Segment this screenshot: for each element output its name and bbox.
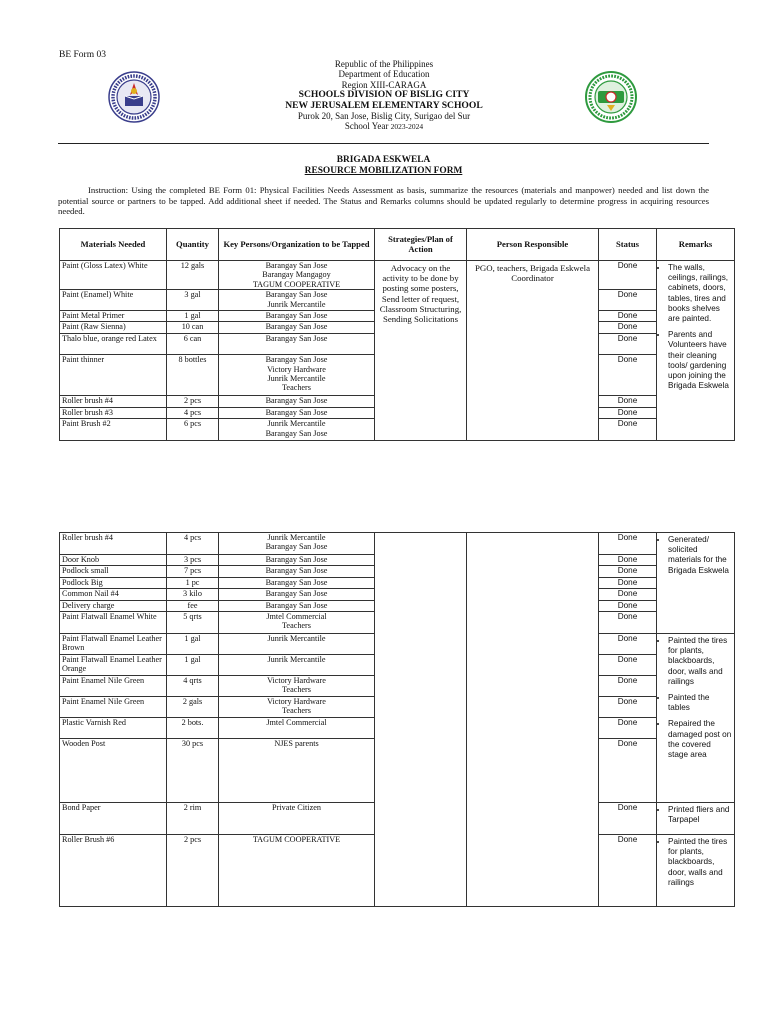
partners-cell [219, 566, 375, 578]
partner-name: Victory Hardware [267, 364, 326, 374]
responsible-cell [467, 533, 599, 907]
status-cell: Done [599, 533, 657, 555]
school-year-line [200, 121, 568, 132]
quantity-cell: 6 can [167, 334, 219, 355]
material-cell: Door Knob [60, 555, 167, 566]
remarks-cell [657, 533, 735, 634]
school-year-value: 2023-2024 [390, 122, 424, 132]
letterhead [200, 59, 568, 133]
status-cell: Done [599, 419, 657, 441]
material-cell: Paint (Enamel) White [60, 290, 167, 311]
partner-name: Jmtel Commercial [266, 612, 327, 621]
table-row [60, 261, 735, 290]
school-address: Purok 20, San Jose, Bislig City, Surigao del Sur [297, 111, 471, 122]
partner-name: Barangay San Jose [265, 589, 328, 598]
strategy-cell [375, 533, 467, 907]
quantity-cell: 2 pcs [167, 835, 219, 907]
status-cell: Done [599, 676, 657, 697]
col-responsible: Person Responsible [467, 229, 599, 261]
instruction-text: Instruction: Using the completed BE Form 01: Physical Facilities Needs Assessment as basis, summarize the resources (materials and manpower) needed and list down the potential source or partners to be tapped. Add additional sheet if needed. The Status and Remarks columns should be updated regularly to determine progress in acquiring resources needed. [58, 185, 709, 217]
quantity-cell: 3 kilo [167, 589, 219, 601]
quantity-cell: 5 qrts [167, 612, 219, 634]
quantity-cell: 10 can [167, 322, 219, 334]
partner-name: Junrik Mercantile [267, 419, 326, 429]
responsible-cell: PGO, teachers, Brigada Eskwela Coordinator [467, 261, 599, 441]
partners-cell [219, 601, 375, 612]
status-cell: Done [599, 555, 657, 566]
division-line: SCHOOLS DIVISION OF BISLIG CITY [298, 89, 470, 101]
partners-cell [219, 533, 375, 555]
quantity-cell: 30 pcs [167, 739, 219, 803]
quantity-cell: 8 bottles [167, 355, 219, 396]
partner-name: Teachers [282, 685, 311, 695]
material-cell: Paint Metal Primer [60, 311, 167, 322]
status-cell: Done [599, 408, 657, 419]
table-header-row [60, 229, 735, 261]
partner-name: NJES parents [274, 739, 319, 748]
material-cell: Roller brush #4 [60, 396, 167, 408]
form-title [58, 155, 709, 177]
material-cell: Plastic Varnish Red [60, 718, 167, 739]
material-cell: Paint Flatwall Enamel Leather Orange [60, 655, 167, 676]
table-row [60, 533, 735, 555]
remarks-cell [657, 634, 735, 803]
partner-name: Barangay San Jose [265, 334, 328, 344]
quantity-cell: 2 pcs [167, 396, 219, 408]
material-cell: Delivery charge [60, 601, 167, 612]
remarks-list [659, 636, 732, 760]
partner-name: Barangay San Jose [265, 322, 328, 332]
partner-name: Barangay San Jose [265, 601, 328, 610]
department-line: Department of Education [338, 69, 430, 80]
status-cell: Done [599, 612, 657, 634]
partners-cell [219, 311, 375, 322]
status-cell: Done [599, 290, 657, 311]
region-line: Region XIII-CARAGA [341, 79, 427, 90]
status-cell: Done [599, 803, 657, 835]
partners-cell [219, 578, 375, 589]
material-cell: Common Nail #4 [60, 589, 167, 601]
status-cell: Done [599, 311, 657, 322]
material-cell: Podlock Big [60, 578, 167, 589]
partners-cell [219, 261, 375, 290]
material-cell: Roller brush #4 [60, 533, 167, 555]
remarks-cell [657, 261, 735, 441]
partner-name: Barangay San Jose [265, 428, 328, 438]
remark-item: • Painted the tires for plants, blackboards, door, walls and railings [668, 837, 732, 888]
col-strategies: Strategies/Plan of Action [375, 229, 467, 261]
partners-cell [219, 396, 375, 408]
partner-name: Barangay San Jose [265, 555, 328, 564]
partners-cell [219, 634, 375, 655]
school-name: NEW JERUSALEM ELEMENTARY SCHOOL [285, 99, 483, 111]
material-cell: Paint Flatwall Enamel Leather Brown [60, 634, 167, 655]
partner-name: Barangay San Jose [265, 355, 328, 365]
col-partners: Key Persons/Organization to be Tapped [219, 229, 375, 261]
school-seal-icon [585, 71, 637, 123]
material-cell: Paint Enamel Nile Green [60, 676, 167, 697]
material-cell: Podlock small [60, 566, 167, 578]
strategy-cell: Advocacy on the activity to be done by posting some posters, Send letter of request, Classroom Structuring, Sending Solicitations [375, 261, 467, 441]
partner-name: TAGUM COOPERATIVE [252, 279, 341, 289]
col-quantity: Quantity [167, 229, 219, 261]
partner-name: Junrik Mercantile [267, 634, 326, 643]
remarks-list [659, 535, 732, 576]
partner-name: Barangay San Jose [265, 578, 328, 587]
remark-item: • Painted the tires for plants, blackboards, door, walls and railings [668, 636, 732, 687]
form-title-main: BRIGADA ESKWELA [336, 155, 431, 165]
material-cell: Paint Flatwall Enamel White [60, 612, 167, 634]
quantity-cell: 7 pcs [167, 566, 219, 578]
partners-cell [219, 334, 375, 355]
remark-item: • The walls, ceilings, railings, cabinets, doors, tables, tires and books shelves are painted. [668, 263, 732, 324]
status-cell: Done [599, 355, 657, 396]
resource-table-1 [59, 228, 735, 441]
header-divider [58, 143, 709, 144]
quantity-cell: 12 gals [167, 261, 219, 290]
school-year-label: School Year [344, 121, 389, 132]
partner-name: Junrik Mercantile [267, 299, 326, 309]
partner-name: Junrik Mercantile [267, 374, 326, 384]
quantity-cell: 1 gal [167, 655, 219, 676]
quantity-cell: 4 pcs [167, 408, 219, 419]
status-cell: Done [599, 261, 657, 290]
partner-name: Teachers [282, 621, 311, 631]
quantity-cell: fee [167, 601, 219, 612]
country-line: Republic of the Philippines [334, 59, 434, 69]
remark-item: • Parents and Volunteers have their cleaning tools/ gardening upon joining the Brigada Eskwela [668, 330, 732, 391]
quantity-cell: 2 bots. [167, 718, 219, 739]
remarks-list [659, 263, 732, 391]
remark-item: • Repaired the damaged post on the covered stage area [668, 719, 732, 760]
material-cell: Paint (Gloss Latex) White [60, 261, 167, 290]
partner-name: Barangay San Jose [265, 566, 328, 575]
partners-cell [219, 290, 375, 311]
partners-cell [219, 612, 375, 634]
col-status: Status [599, 229, 657, 261]
material-cell: Paint Brush #2 [60, 419, 167, 441]
partner-name: Barangay San Jose [265, 396, 328, 406]
status-cell: Done [599, 739, 657, 803]
partners-cell [219, 589, 375, 601]
remarks-list [659, 805, 732, 825]
quantity-cell: 1 pc [167, 578, 219, 589]
status-cell: Done [599, 578, 657, 589]
material-cell: Roller brush #3 [60, 408, 167, 419]
partner-name: Victory Hardware [267, 676, 326, 685]
material-cell: Paint Enamel Nile Green [60, 697, 167, 718]
form-number: BE Form 03 [59, 50, 106, 60]
quantity-cell: 3 pcs [167, 555, 219, 566]
quantity-cell: 2 gals [167, 697, 219, 718]
material-cell: Roller Brush #6 [60, 835, 167, 907]
partner-name: Barangay Mangagoy [262, 270, 331, 280]
partner-name: Barangay San Jose [265, 290, 328, 300]
material-cell: Bond Paper [60, 803, 167, 835]
partners-cell [219, 408, 375, 419]
partner-name: Junrik Mercantile [267, 655, 326, 664]
quantity-cell: 3 gal [167, 290, 219, 311]
partners-cell [219, 555, 375, 566]
partners-cell [219, 676, 375, 697]
partners-cell [219, 718, 375, 739]
deped-seal-icon [108, 71, 160, 123]
status-cell: Done [599, 566, 657, 578]
quantity-cell: 1 gal [167, 634, 219, 655]
quantity-cell: 2 rim [167, 803, 219, 835]
status-cell: Done [599, 697, 657, 718]
partners-cell [219, 697, 375, 718]
quantity-cell: 4 pcs [167, 533, 219, 555]
partners-cell [219, 655, 375, 676]
col-remarks: Remarks [657, 229, 735, 261]
partners-cell [219, 739, 375, 803]
remark-item: • Printed fliers and Tarpapel [668, 805, 732, 825]
partner-name: Barangay San Jose [265, 311, 328, 321]
partners-cell [219, 419, 375, 441]
partner-name: Victory Hardware [267, 697, 326, 706]
status-cell: Done [599, 634, 657, 655]
quantity-cell: 4 qrts [167, 676, 219, 697]
partners-cell [219, 322, 375, 334]
partner-name: TAGUM COOPERATIVE [252, 835, 341, 844]
partners-cell [219, 835, 375, 907]
resource-table-2 [59, 532, 735, 907]
material-cell: Thalo blue, orange red Latex [60, 334, 167, 355]
material-cell: Paint (Raw Sienna) [60, 322, 167, 334]
partner-name: Jmtel Commercial [266, 718, 327, 727]
remarks-list [659, 837, 732, 888]
remarks-cell [657, 835, 735, 907]
status-cell: Done [599, 835, 657, 907]
quantity-cell: 1 gal [167, 311, 219, 322]
status-cell: Done [599, 589, 657, 601]
material-cell: Paint thinner [60, 355, 167, 396]
col-materials: Materials Needed [60, 229, 167, 261]
partner-name: Barangay San Jose [265, 408, 328, 418]
partner-name: Barangay San Jose [265, 542, 328, 552]
partner-name: Junrik Mercantile [267, 533, 326, 542]
status-cell: Done [599, 718, 657, 739]
quantity-cell: 6 pcs [167, 419, 219, 441]
remark-item: • Painted the tables [668, 693, 732, 713]
partner-name: Teachers [282, 383, 311, 393]
remark-item: • Generated/ solicited materials for the Brigada Eskwela [668, 535, 732, 576]
partners-cell [219, 803, 375, 835]
partner-name: Barangay San Jose [265, 261, 328, 270]
status-cell: Done [599, 601, 657, 612]
status-cell: Done [599, 322, 657, 334]
status-cell: Done [599, 396, 657, 408]
form-title-sub: RESOURCE MOBILIZATION FORM [304, 166, 463, 176]
partner-name: Private Citizen [272, 803, 321, 812]
partners-cell [219, 355, 375, 396]
partner-name: Teachers [282, 706, 311, 716]
remarks-cell [657, 803, 735, 835]
status-cell: Done [599, 655, 657, 676]
status-cell: Done [599, 334, 657, 355]
material-cell: Wooden Post [60, 739, 167, 803]
